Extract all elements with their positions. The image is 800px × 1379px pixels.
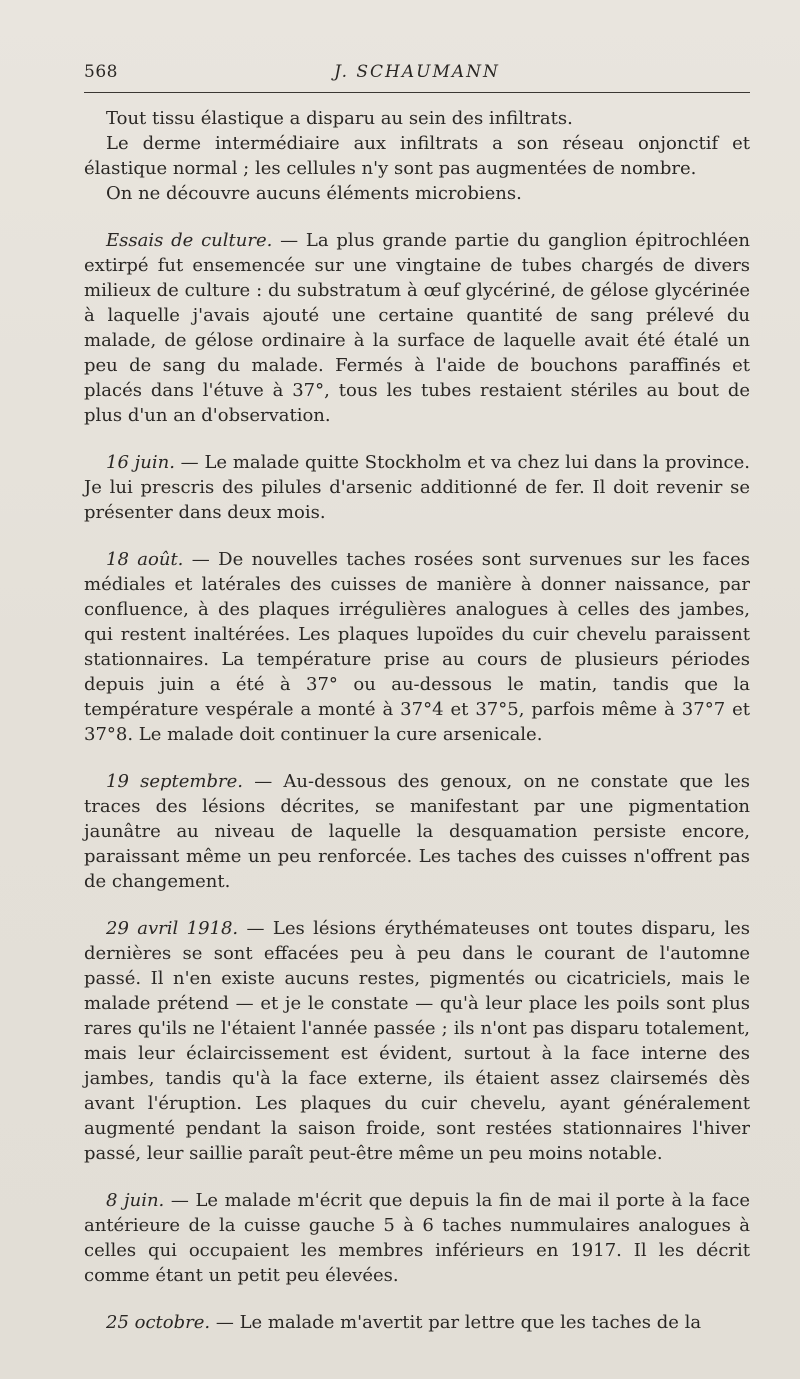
paragraph-entry: [84, 916, 750, 1166]
paragraph-text: — De nouvelles taches rosées sont survenues sur les faces médiales et latérales des cuisses de manière à donner naissance, par confluence, à des plaques irrégulières analogues à celles des jambes, qui restent inaltérées. Les plaques lupoïdes du cuir chevelu paraissent stationnaires. La température prise au cours de plusieurs périodes depuis juin a été à 37° ou au-dessous le matin, tandis que la température vespérale a monté à 37°4 et 37°5, parfois même à 37°7 et 37°8. Le malade doit continuer la cure arsenicale.: [84, 549, 750, 745]
paragraph-culture: [84, 228, 750, 428]
paragraph-text: — Les lésions érythémateuses ont toutes disparu, les dernières se sont effacées peu à peu dans le courant de l'automne passé. Il n'en existe aucuns restes, pigmentés ou cicatriciels, mais le malade prétend — et je le constate — qu'à leur place les poils sont plus rares qu'ils ne l'étaient l'année passée ; ils n'ont pas disparu totalement, mais leur éclaircissement est évident, surtout à la face interne des jambes, tandis qu'à la face externe, ils étaient assez clairsemés dès avant l'éruption. Les plaques du cuir chevelu, ayant généralement augmenté pendant la saison froide, sont restées stationnaires l'hiver passé, leur saillie paraît peut-être même un peu moins notable.: [84, 918, 751, 1164]
paragraph: [84, 131, 750, 181]
running-head: J. SCHAUMANN: [334, 62, 500, 82]
entry-date: 25 octobre.: [106, 1312, 211, 1333]
paragraph-text: — Le malade m'avertit par lettre que les taches de la: [210, 1312, 702, 1333]
paragraph-entry: [84, 769, 750, 894]
paragraph-text: — Le malade m'écrit que depuis la fin de mai il porte à la face antérieure de la cuisse gauche 5 à 6 taches nummulaires analogues à celles qui occupaient les membres inférieurs en 1917. Il les décrit comme étant un petit peu élevées.: [84, 1190, 750, 1286]
entry-date: 16 juin.: [106, 452, 175, 473]
paragraph: [84, 181, 750, 206]
page-header: [84, 62, 750, 96]
paragraph-text: Le derme intermédiaire aux infiltrats a son réseau onjonctif et élastique normal ; les cellules n'y sont pas augmentées de nombre.: [84, 133, 750, 179]
header-rule: [84, 92, 750, 93]
paragraph-text: — Le malade quitte Stockholm et va chez lui dans la province. Je lui prescris des pilules d'arsenic additionné de fer. Il doit revenir se présenter dans deux mois.: [84, 452, 751, 523]
entry-date: 19 septembre.: [106, 771, 243, 792]
body-text: [84, 106, 750, 1335]
paragraph-lead: Essais de culture.: [106, 230, 273, 251]
paragraph-entry: [84, 547, 750, 747]
paragraph-text: — Au-dessous des genoux, on ne constate que les traces des lésions décrites, se manifestant par une pigmentation jaunâtre au niveau de laquelle la desquamation persiste encore, paraissant même un peu renforcée. Les taches des cuisses n'offrent pas de changement.: [84, 771, 750, 892]
entry-date: 8 juin.: [106, 1190, 165, 1211]
paragraph: [84, 106, 750, 131]
entry-date: 29 avril 1918.: [106, 918, 239, 939]
paragraph-entry: [84, 450, 750, 525]
paragraph-entry: [84, 1310, 750, 1335]
paragraph-entry: [84, 1188, 750, 1288]
paragraph-text: — La plus grande partie du ganglion épitrochléen extirpé fut ensemencée sur une vingtaine de tubes chargés de divers milieux de culture : du substratum à œuf glycériné, de gélose glycérinée à laquelle j'avais ajouté une certaine quantité de sang prélevé du malade, de gélose ordinaire à la surface de laquelle avait été étalé un peu de sang du malade. Fermés à l'aide de bouchons paraffinés et placés dans l'étuve à 37°, tous les tubes restaient stériles au bout de plus d'un an d'observation.: [84, 230, 750, 426]
paragraph-text: Tout tissu élastique a disparu au sein des infiltrats.: [106, 108, 573, 129]
page-number: 568: [84, 62, 118, 82]
paragraph-text: On ne découvre aucuns éléments microbiens.: [106, 183, 522, 204]
entry-date: 18 août.: [106, 549, 184, 570]
